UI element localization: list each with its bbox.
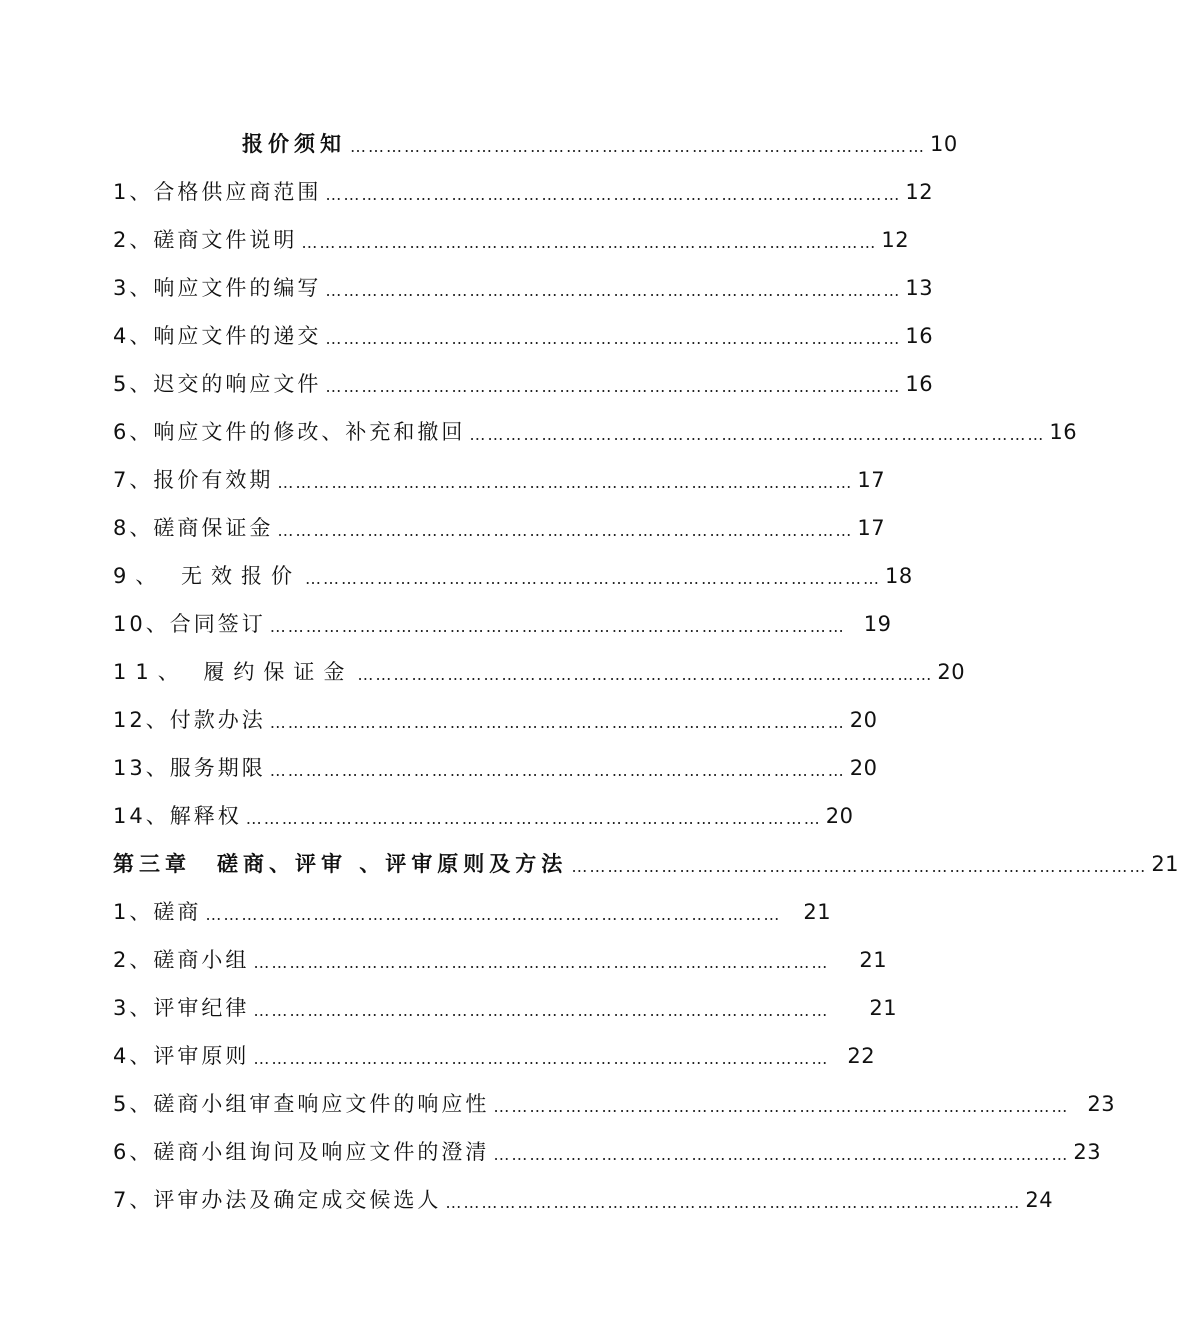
toc-entry-page: 16 <box>905 324 934 348</box>
toc-entry-label: 6、响应文件的修改、补充和撤回 <box>113 420 466 444</box>
toc-entry-page: 18 <box>885 564 913 588</box>
dot-leader: …………………………………………………………………………………… <box>269 713 846 732</box>
dot-leader: …………………………………………………………………………………… <box>325 281 902 300</box>
toc-entry-page: 12 <box>905 180 934 204</box>
dot-leader: …………………………………………………………………………………… <box>301 233 878 252</box>
toc-entry-5[interactable] <box>113 366 934 402</box>
toc-entry-label: 1、合格供应商范围 <box>113 180 322 204</box>
toc-entry-label: 第三章 磋商、评审 、评审原则及方法 <box>113 852 568 876</box>
toc-entry-6[interactable] <box>113 414 1078 450</box>
toc-entry-label: 1、磋商 <box>113 900 202 924</box>
toc-entry-page: 20 <box>825 804 854 828</box>
toc-entry-3-1[interactable] <box>113 894 832 930</box>
dot-leader: …………………………………………………………………………………… <box>305 569 882 588</box>
toc-entry-12[interactable] <box>113 702 878 738</box>
toc-entry-label: 7、评审办法及确定成交候选人 <box>113 1188 442 1212</box>
toc-entry-3-4[interactable] <box>113 1038 876 1074</box>
toc-entry-page: 20 <box>849 756 878 780</box>
toc-entry-page: 19 <box>863 612 892 636</box>
dot-leader: …………………………………………………………………………………… <box>277 473 854 492</box>
toc-entry-label: 11、 履约保证金 <box>113 660 354 684</box>
toc-entry-page: 13 <box>905 276 934 300</box>
dot-leader: …………………………………………………………………………………… <box>269 761 846 780</box>
toc-entry-label: 7、报价有效期 <box>113 468 274 492</box>
toc-entry-14[interactable] <box>113 798 854 834</box>
toc-entry-page: 17 <box>857 516 886 540</box>
toc-entry-4[interactable] <box>113 318 934 354</box>
toc-entry-label: 6、磋商小组询问及响应文件的澄清 <box>113 1140 490 1164</box>
toc-entry-label: 2、磋商文件说明 <box>113 228 298 252</box>
dot-leader: …………………………………………………………………………………… <box>571 857 1148 876</box>
toc-entry-page: 23 <box>1073 1140 1102 1164</box>
toc-entry-page: 23 <box>1087 1092 1116 1116</box>
dot-leader: …………………………………………………………………………………… <box>269 617 846 636</box>
dot-leader: …………………………………………………………………………………… <box>277 521 854 540</box>
dot-leader: …………………………………………………………………………………… <box>245 809 822 828</box>
dot-leader: …………………………………………………………………………………… <box>325 329 902 348</box>
dot-leader: …………………………………………………………………………………… <box>357 665 934 684</box>
toc-entry-3-3[interactable] <box>113 990 898 1026</box>
toc-entry-7[interactable] <box>113 462 886 498</box>
toc-entry-label: 8、磋商保证金 <box>113 516 274 540</box>
dot-leader: …………………………………………………………………………………… <box>325 185 902 204</box>
toc-entry-label: 4、评审原则 <box>113 1044 250 1068</box>
toc-entry-label: 13、服务期限 <box>113 756 266 780</box>
toc-entry-label: 5、磋商小组审查响应文件的响应性 <box>113 1092 490 1116</box>
toc-entry-page: 12 <box>881 228 910 252</box>
dot-leader: …………………………………………………………………………………… <box>205 905 782 924</box>
toc-entry-page: 10 <box>930 132 958 156</box>
toc-entry-page: 16 <box>1049 420 1078 444</box>
toc-entry-13[interactable] <box>113 750 878 786</box>
toc-entry-2[interactable] <box>113 222 910 258</box>
toc-entry-11[interactable] <box>113 654 966 690</box>
dot-leader: …………………………………………………………………………………… <box>493 1097 1070 1116</box>
toc-entry-page: 21 <box>859 948 888 972</box>
toc-entry-page: 20 <box>849 708 878 732</box>
toc-entry-label: 14、解释权 <box>113 804 242 828</box>
toc-entry-chapter-3[interactable] <box>113 846 1179 882</box>
toc-entry-page: 20 <box>937 660 966 684</box>
toc-entry-page: 22 <box>847 1044 876 1068</box>
dot-leader: …………………………………………………………………………………… <box>445 1193 1022 1212</box>
toc-entry-3[interactable] <box>113 270 934 306</box>
toc-entry-page: 17 <box>857 468 886 492</box>
toc-entry-10[interactable] <box>113 606 892 642</box>
toc-entry-page: 21 <box>1151 852 1179 876</box>
toc-entry-8[interactable] <box>113 510 886 546</box>
toc-entry-9[interactable] <box>113 558 913 594</box>
toc-entry-3-2[interactable] <box>113 942 888 978</box>
toc-entry-3-5[interactable] <box>113 1086 1116 1122</box>
toc-entry-quote-notice[interactable] <box>242 126 958 162</box>
toc-entry-page: 21 <box>869 996 898 1020</box>
toc-entry-page: 16 <box>905 372 934 396</box>
toc-entry-label: 3、响应文件的编写 <box>113 276 322 300</box>
dot-leader: …………………………………………………………………………………… <box>253 953 830 972</box>
toc-entry-label: 5、迟交的响应文件 <box>113 372 322 396</box>
dot-leader: …………………………………………………………………………………… <box>469 425 1046 444</box>
toc-entry-3-6[interactable] <box>113 1134 1102 1170</box>
toc-entry-page: 21 <box>803 900 832 924</box>
dot-leader: …………………………………………………………………………………… <box>325 377 902 396</box>
toc-entry-3-7[interactable] <box>113 1182 1054 1218</box>
toc-entry-label: 4、响应文件的递交 <box>113 324 322 348</box>
dot-leader: …………………………………………………………………………………… <box>350 137 926 156</box>
toc-entry-1[interactable] <box>113 174 934 210</box>
toc-entry-label: 报价须知 <box>242 132 346 156</box>
toc-entry-label: 3、评审纪律 <box>113 996 250 1020</box>
toc-entry-label: 9、 无效报价 <box>113 564 302 588</box>
toc-entry-label: 12、付款办法 <box>113 708 266 732</box>
toc-entry-label: 2、磋商小组 <box>113 948 250 972</box>
dot-leader: …………………………………………………………………………………… <box>493 1145 1070 1164</box>
dot-leader: …………………………………………………………………………………… <box>253 1049 830 1068</box>
dot-leader: …………………………………………………………………………………… <box>253 1001 830 1020</box>
toc-entry-label: 10、合同签订 <box>113 612 266 636</box>
toc-entry-page: 24 <box>1025 1188 1054 1212</box>
